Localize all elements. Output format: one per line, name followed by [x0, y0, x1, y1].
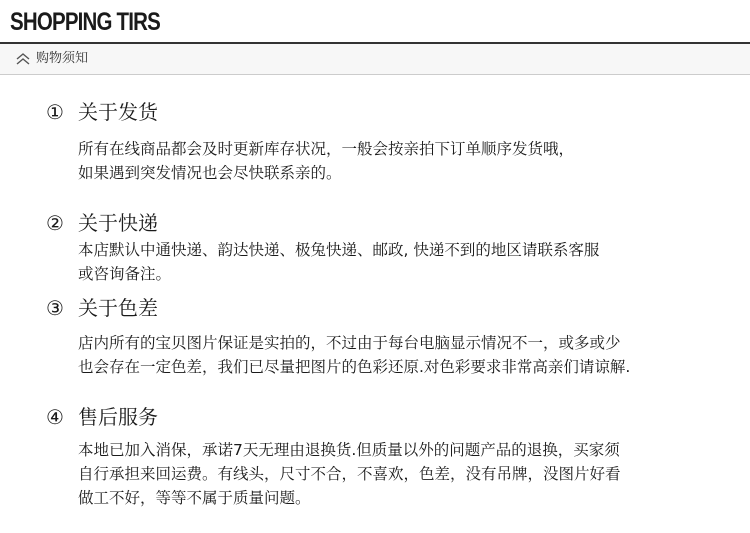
- section-title-courier: [46, 210, 158, 236]
- page-title: SHOPPING TIRS: [10, 8, 160, 36]
- section-heading: 售后服务: [78, 405, 158, 429]
- section-body-after-sales: [78, 438, 738, 510]
- section-title-shipping: [46, 99, 158, 125]
- double-chevron-up-icon: [14, 51, 32, 67]
- section-heading: 关于色差: [78, 296, 158, 320]
- paragraph-line: 如果遇到突发情况也会尽快联系亲的。: [78, 164, 342, 182]
- subheader-divider: [0, 74, 750, 75]
- section-number: ③: [46, 296, 64, 320]
- subheader-title: 购物须知: [36, 51, 89, 66]
- section-number: ①: [46, 100, 64, 124]
- paragraph-line: 本地已加入消保，承诺7天无理由退换货.但质量以外的问题产品的退换，买家须: [78, 441, 620, 459]
- paragraph-line: 店内所有的宝贝图片保证是实拍的，不过由于每台电脑显示情况不一，或多或少: [78, 334, 621, 352]
- page-header: [0, 0, 750, 46]
- section-body-color-difference: [78, 331, 738, 379]
- section-title-after-sales: [46, 404, 158, 430]
- section-number: ④: [46, 405, 64, 429]
- subheader-bar: [0, 44, 750, 74]
- section-body-courier: [78, 238, 738, 286]
- section-title-color-difference: [46, 295, 158, 321]
- paragraph-line: 或咨询备注。: [78, 265, 172, 283]
- section-body-shipping: [78, 137, 738, 185]
- paragraph-line: 自行承担来回运费。有线头，尺寸不合，不喜欢，色差，没有吊牌，没图片好看: [78, 465, 621, 483]
- paragraph-line: 做工不好，等等不属于质量问题。: [78, 489, 311, 507]
- section-heading: 关于发货: [78, 100, 158, 124]
- paragraph-line: 本店默认中通快递、韵达快递、极兔快递、邮政, 快递不到的地区请联系客服: [78, 241, 600, 259]
- paragraph-line: 所有在线商品都会及时更新库存状况，一般会按亲拍下订单顺序发货哦，: [78, 140, 575, 158]
- paragraph-line: 也会存在一定色差，我们已尽量把图片的色彩还原.对色彩要求非常高亲们请谅解.: [78, 358, 631, 376]
- section-number: ②: [46, 211, 64, 235]
- section-heading: 关于快递: [78, 211, 158, 235]
